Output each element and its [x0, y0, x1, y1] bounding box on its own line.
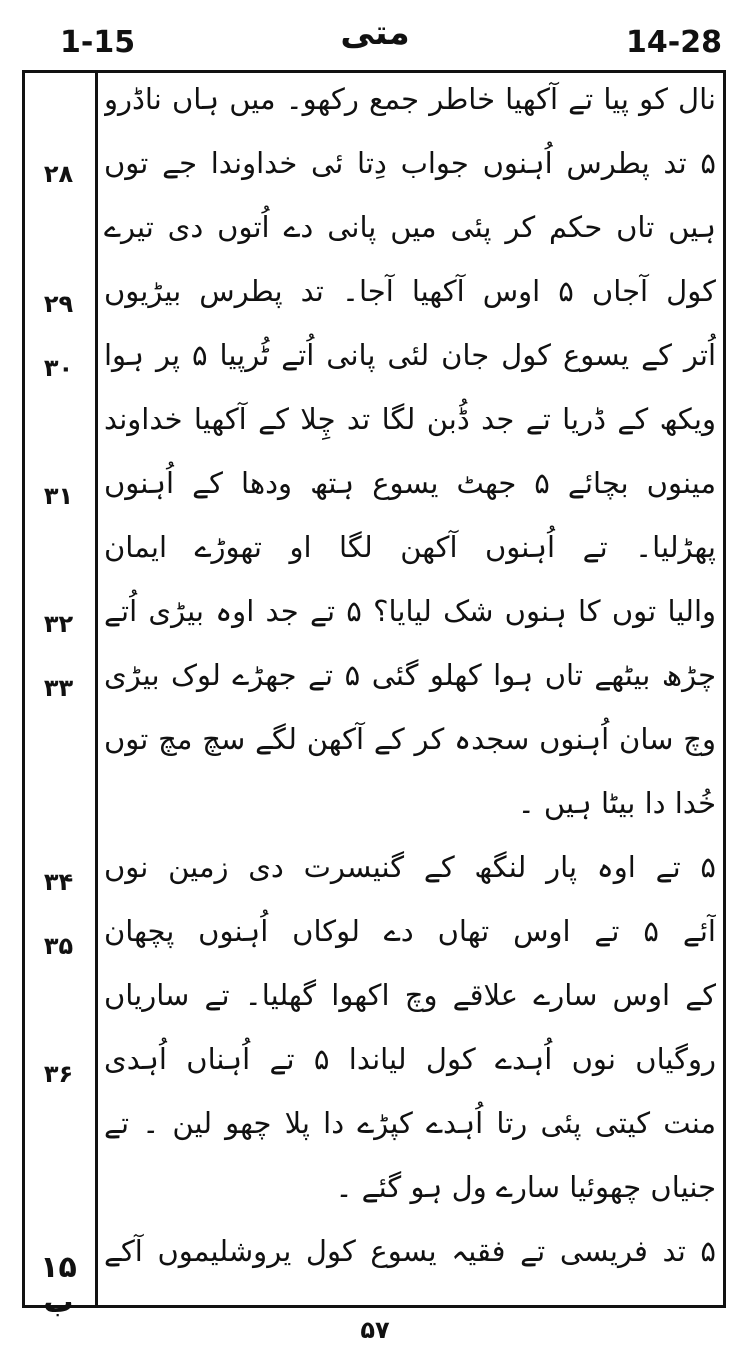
verse-number: ۲۹ [43, 290, 74, 318]
text-line: اُتر کے یسوع کول جان لئی پانی اُتے ٹُرپیا ۵ پر ہوا [104, 338, 716, 372]
text-line: والیا توں کا ہنوں شک لیایا؟ ۵ تے جد اوہ بیڑی اُتے [104, 594, 716, 628]
verse-number: ۳۴ [43, 868, 74, 896]
text-line: پھڑلیا۔ تے اُہنوں آکھن لگا او تھوڑے ایمان [104, 530, 716, 564]
verse-number: ۳۲ [43, 610, 74, 638]
text-line: ویکھ کے ڈریا تے جد ڈُبن لگا تد چِلا کے آکھیا خداوند [104, 402, 716, 436]
header-chapter-verse-left: 1-15 [60, 25, 136, 60]
text-line: آئے ۵ تے اوس تھاں دے لوکاں اُہنوں پچھان [104, 914, 716, 948]
verse-number-column [22, 70, 95, 1320]
verse-number: ۳۵ [43, 932, 74, 960]
header-book-title: متی [340, 13, 410, 53]
verse-number: ۳۶ [43, 1060, 74, 1088]
text-line: جنیاں چھوئیا سارے ول ہو گئے ۔ [335, 1170, 716, 1204]
text-line: منت کیتی پئی رتا اُہدے کپڑے دا پلا چھو لین ۔ تے [104, 1106, 716, 1140]
text-line: چڑھ بیٹھے تاں ہوا کھلو گئی ۵ تے جھڑے لوک بیڑی [104, 658, 716, 692]
page-number: ۵۷ [360, 1316, 390, 1344]
verse-column-divider [95, 70, 98, 1308]
text-line: خُدا دا بیٹا ہیں ۔ [517, 786, 716, 820]
text-line: کے اوس سارے علاقے وچ اکھوا گھلیا۔ تے ساریاں [104, 978, 716, 1012]
text-line: ۵ تد پطرس اُہنوں جواب دِتا ئی خداوندا جے توں [104, 146, 716, 180]
text-line: وچ سان اُہنوں سجدہ کر کے آکھن لگے سچ مچ توں [104, 722, 716, 756]
text-line: روگیاں نوں اُہدے کول لیاندا ۵ تے اُہناں اُہدی [104, 1042, 716, 1076]
scripture-text [104, 74, 716, 1304]
verse-number: ۳۰ [43, 354, 74, 382]
verse-number: ۳۱ [43, 482, 74, 510]
verse-number: ۲۸ [43, 160, 74, 188]
text-line: نال کو پیا تے آکھیا خاطر جمع رکھو۔ میں ہاں ناڈرو [104, 82, 716, 116]
verse-number: ۳۳ [43, 674, 74, 702]
verse-number: ۱۵ ب [40, 1250, 77, 1320]
text-line: ۵ تے اوہ پار لنگھ کے گنیسرت دی زمین نوں [104, 850, 716, 884]
page-header [0, 0, 750, 70]
text-line: کول آجاں ۵ اوس آکھیا آجا۔ تد پطرس بیڑیوں [104, 274, 716, 308]
header-chapter-verse-right: 14-28 [626, 25, 722, 60]
text-line: ۵ تد فریسی تے فقیہ یسوع کول یروشلیموں آکے [104, 1234, 716, 1268]
text-line: ہیں تاں حکم کر پئی میں پانی دے اُتوں دی تیرے [104, 210, 716, 244]
text-line: مینوں بچائے ۵ جھٹ یسوع ہتھ ودھا کے اُہنوں [104, 466, 716, 500]
